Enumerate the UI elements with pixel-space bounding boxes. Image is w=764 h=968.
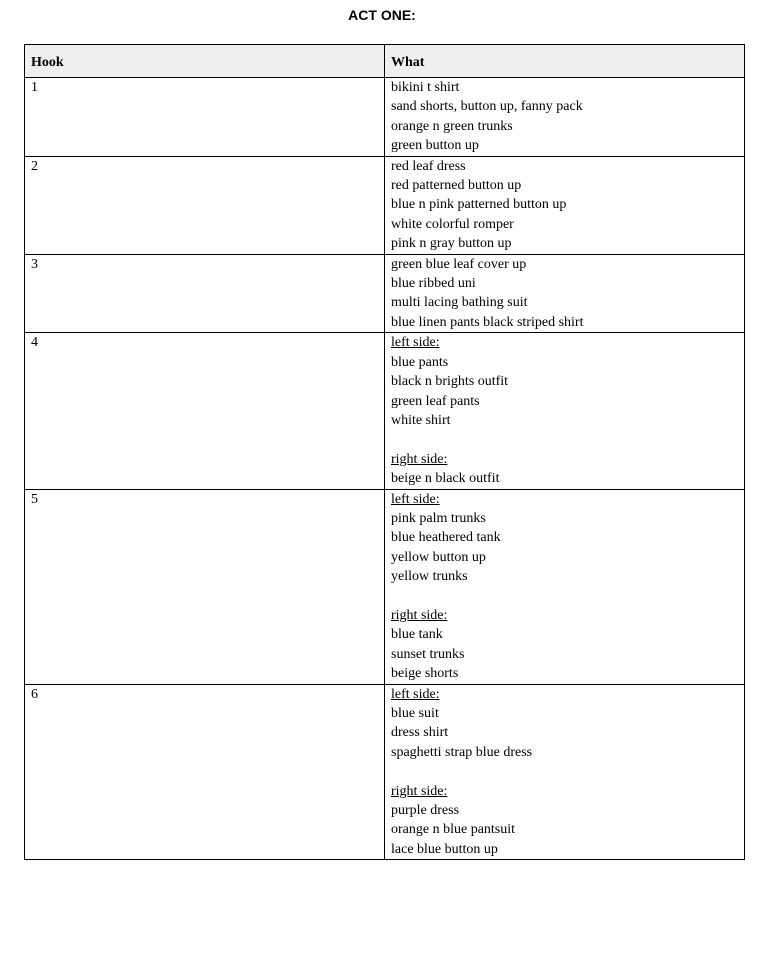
outfit-item: orange n blue pantsuit <box>391 822 516 838</box>
outfit-item: blue suit <box>391 705 439 721</box>
table-row <box>25 684 745 860</box>
outfit-item: dress shirt <box>391 725 449 741</box>
document-title: ACT ONE: <box>348 7 416 23</box>
hook-number: 6 <box>25 684 385 860</box>
side-label: left side: <box>391 686 440 702</box>
outfit-item: bikini t shirt <box>391 80 460 95</box>
table-row <box>25 489 745 684</box>
outfit-item: red patterned button up <box>391 178 522 194</box>
table-body <box>25 78 745 860</box>
what-cell <box>385 489 745 684</box>
group-spacer <box>391 762 738 781</box>
outfit-item: black n brights outfit <box>391 374 509 390</box>
table-header-row <box>25 45 745 78</box>
outfit-item: blue heathered tank <box>391 530 501 546</box>
side-label: left side: <box>391 491 440 507</box>
outfit-item: green blue leaf cover up <box>391 256 527 272</box>
outfit-item: beige n black outfit <box>391 471 500 487</box>
hook-number: 3 <box>25 254 385 333</box>
table-row <box>25 156 745 254</box>
outfit-item: blue linen pants black striped shirt <box>391 314 584 330</box>
what-cell <box>385 684 745 860</box>
outfit-item: sand shorts, button up, fanny pack <box>391 99 583 115</box>
outfit-item: purple dress <box>391 802 460 818</box>
table-row <box>25 78 745 157</box>
hook-number: 1 <box>25 78 385 157</box>
outfit-item: blue tank <box>391 627 443 643</box>
outfit-item: yellow trunks <box>391 569 468 585</box>
side-label: right side: <box>391 607 448 623</box>
outfit-item: blue n pink patterned button up <box>391 197 567 213</box>
outfit-item: orange n green trunks <box>391 118 513 134</box>
group-spacer <box>391 587 738 606</box>
outfit-item: pink palm trunks <box>391 510 486 526</box>
side-label: right side: <box>391 783 448 799</box>
table-row <box>25 333 745 489</box>
hook-number: 4 <box>25 333 385 489</box>
what-cell <box>385 156 745 254</box>
outfit-item: blue ribbed uni <box>391 276 476 292</box>
outfit-item: green button up <box>391 138 479 154</box>
outfit-item: spaghetti strap blue dress <box>391 744 533 760</box>
outfit-item: multi lacing bathing suit <box>391 295 528 311</box>
outfit-item: pink n gray button up <box>391 236 512 252</box>
hook-table <box>24 44 745 860</box>
header-hook: Hook <box>25 45 385 78</box>
outfit-item: white colorful romper <box>391 216 514 232</box>
outfit-item: white shirt <box>391 412 451 428</box>
outfit-item: lace blue button up <box>391 841 498 857</box>
outfit-item: beige shorts <box>391 666 459 682</box>
outfit-item: red leaf dress <box>391 158 466 174</box>
side-label: left side: <box>391 335 440 351</box>
table-row <box>25 254 745 333</box>
hook-number: 2 <box>25 156 385 254</box>
header-what: What <box>385 45 745 78</box>
hook-number: 5 <box>25 489 385 684</box>
outfit-item: yellow button up <box>391 549 486 565</box>
group-spacer <box>391 430 738 449</box>
what-cell <box>385 78 745 157</box>
outfit-item: blue pants <box>391 354 449 370</box>
side-label: right side: <box>391 451 448 467</box>
what-cell <box>385 333 745 489</box>
outfit-item: green leaf pants <box>391 393 480 409</box>
outfit-item: sunset trunks <box>391 646 465 662</box>
what-cell <box>385 254 745 333</box>
